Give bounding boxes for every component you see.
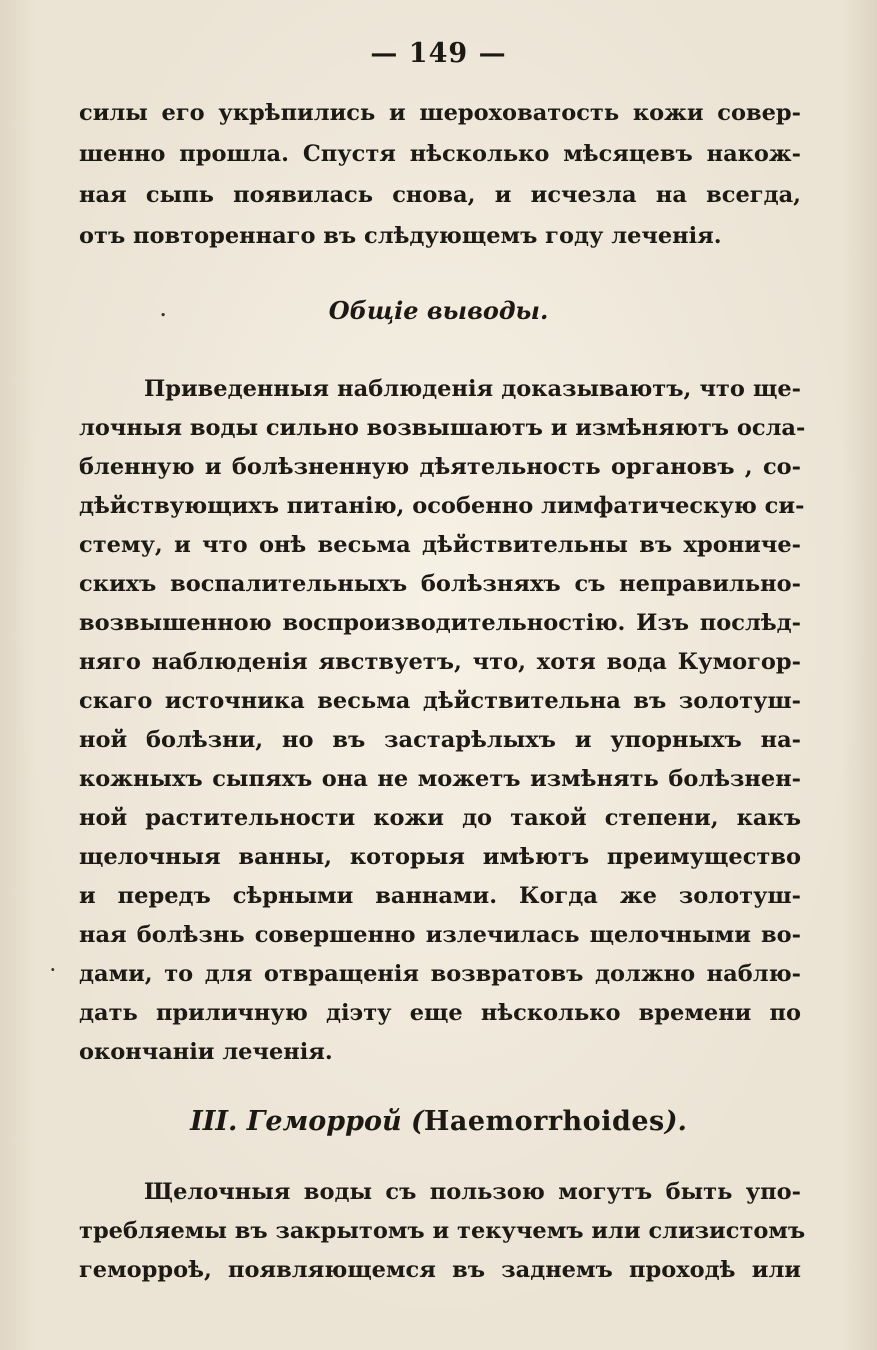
text-line: ная сыпь появилась снова, и исчезла на всегда,	[79, 182, 801, 208]
section-heading-conclusions: Общіе выводы.	[328, 296, 549, 325]
text-line: щелочныя ванны, которыя имѣютъ преимущество	[79, 844, 801, 870]
section-heading-latin: Haemorrhoides	[423, 1106, 665, 1137]
print-speck: .	[160, 300, 167, 321]
section-heading-prefix: III. Геморрой (	[190, 1106, 424, 1137]
text-line: дать приличную діэту еще нѣсколько времени по	[79, 1000, 801, 1026]
text-line: Щелочныя воды съ пользою могутъ быть упо-	[144, 1179, 801, 1205]
text-line: лочныя воды сильно возвышаютъ и измѣняютъ осла-	[79, 415, 806, 441]
page-number: — 149 —	[370, 38, 507, 69]
text-line: ной растительности кожи до такой степени, какъ	[79, 805, 801, 831]
text-line: скихъ воспалительныхъ болѣзняхъ съ неправильно-	[79, 571, 801, 597]
text-line: отъ повтореннаго въ слѣдующемъ году леченія.	[79, 223, 722, 249]
text-line: стему, и что онѣ весьма дѣйствительны въ хрониче-	[79, 532, 801, 558]
text-line: и передъ сѣрными ваннами. Когда же золотуш-	[79, 883, 801, 909]
section-heading-haemorrhoids	[0, 1106, 877, 1137]
section-heading-suffix: ).	[664, 1106, 687, 1137]
text-line: няго наблюденія явствуетъ, что, хотя вода Кумогор-	[79, 649, 801, 675]
text-line: кожныхъ сыпяхъ она не можетъ измѣнять болѣзнен-	[79, 766, 801, 792]
text-line: требляемы въ закрытомъ и текучемъ или слизистомъ	[79, 1218, 806, 1244]
text-line: дѣйствующихъ питанію, особенно лимфатическую си-	[79, 493, 805, 519]
text-line: ной болѣзни, но въ застарѣлыхъ и упорныхъ на-	[79, 727, 801, 753]
text-line: дами, то для отвращенія возвратовъ должно наблю-	[79, 961, 801, 987]
text-line: шенно прошла. Спустя нѣсколько мѣсяцевъ накож-	[79, 141, 801, 167]
text-line: окончаніи леченія.	[79, 1039, 333, 1065]
text-line: бленную и болѣзненную дѣятельность органовъ , со-	[79, 454, 801, 480]
print-speck: ·	[50, 960, 56, 979]
text-line: Приведенныя наблюденія доказываютъ, что ще-	[144, 376, 801, 402]
text-line: скаго источника весьма дѣйствительна въ золотуш-	[79, 688, 801, 714]
text-line: ная болѣзнь совершенно излечилась щелочными во-	[79, 922, 801, 948]
text-line: возвышенною воспроизводительностію. Изъ послѣд-	[79, 610, 801, 636]
text-line: геморроѣ, появляющемся въ заднемъ проходѣ или	[79, 1257, 801, 1283]
text-line: силы его укрѣпились и шероховатость кожи совер-	[79, 100, 801, 126]
